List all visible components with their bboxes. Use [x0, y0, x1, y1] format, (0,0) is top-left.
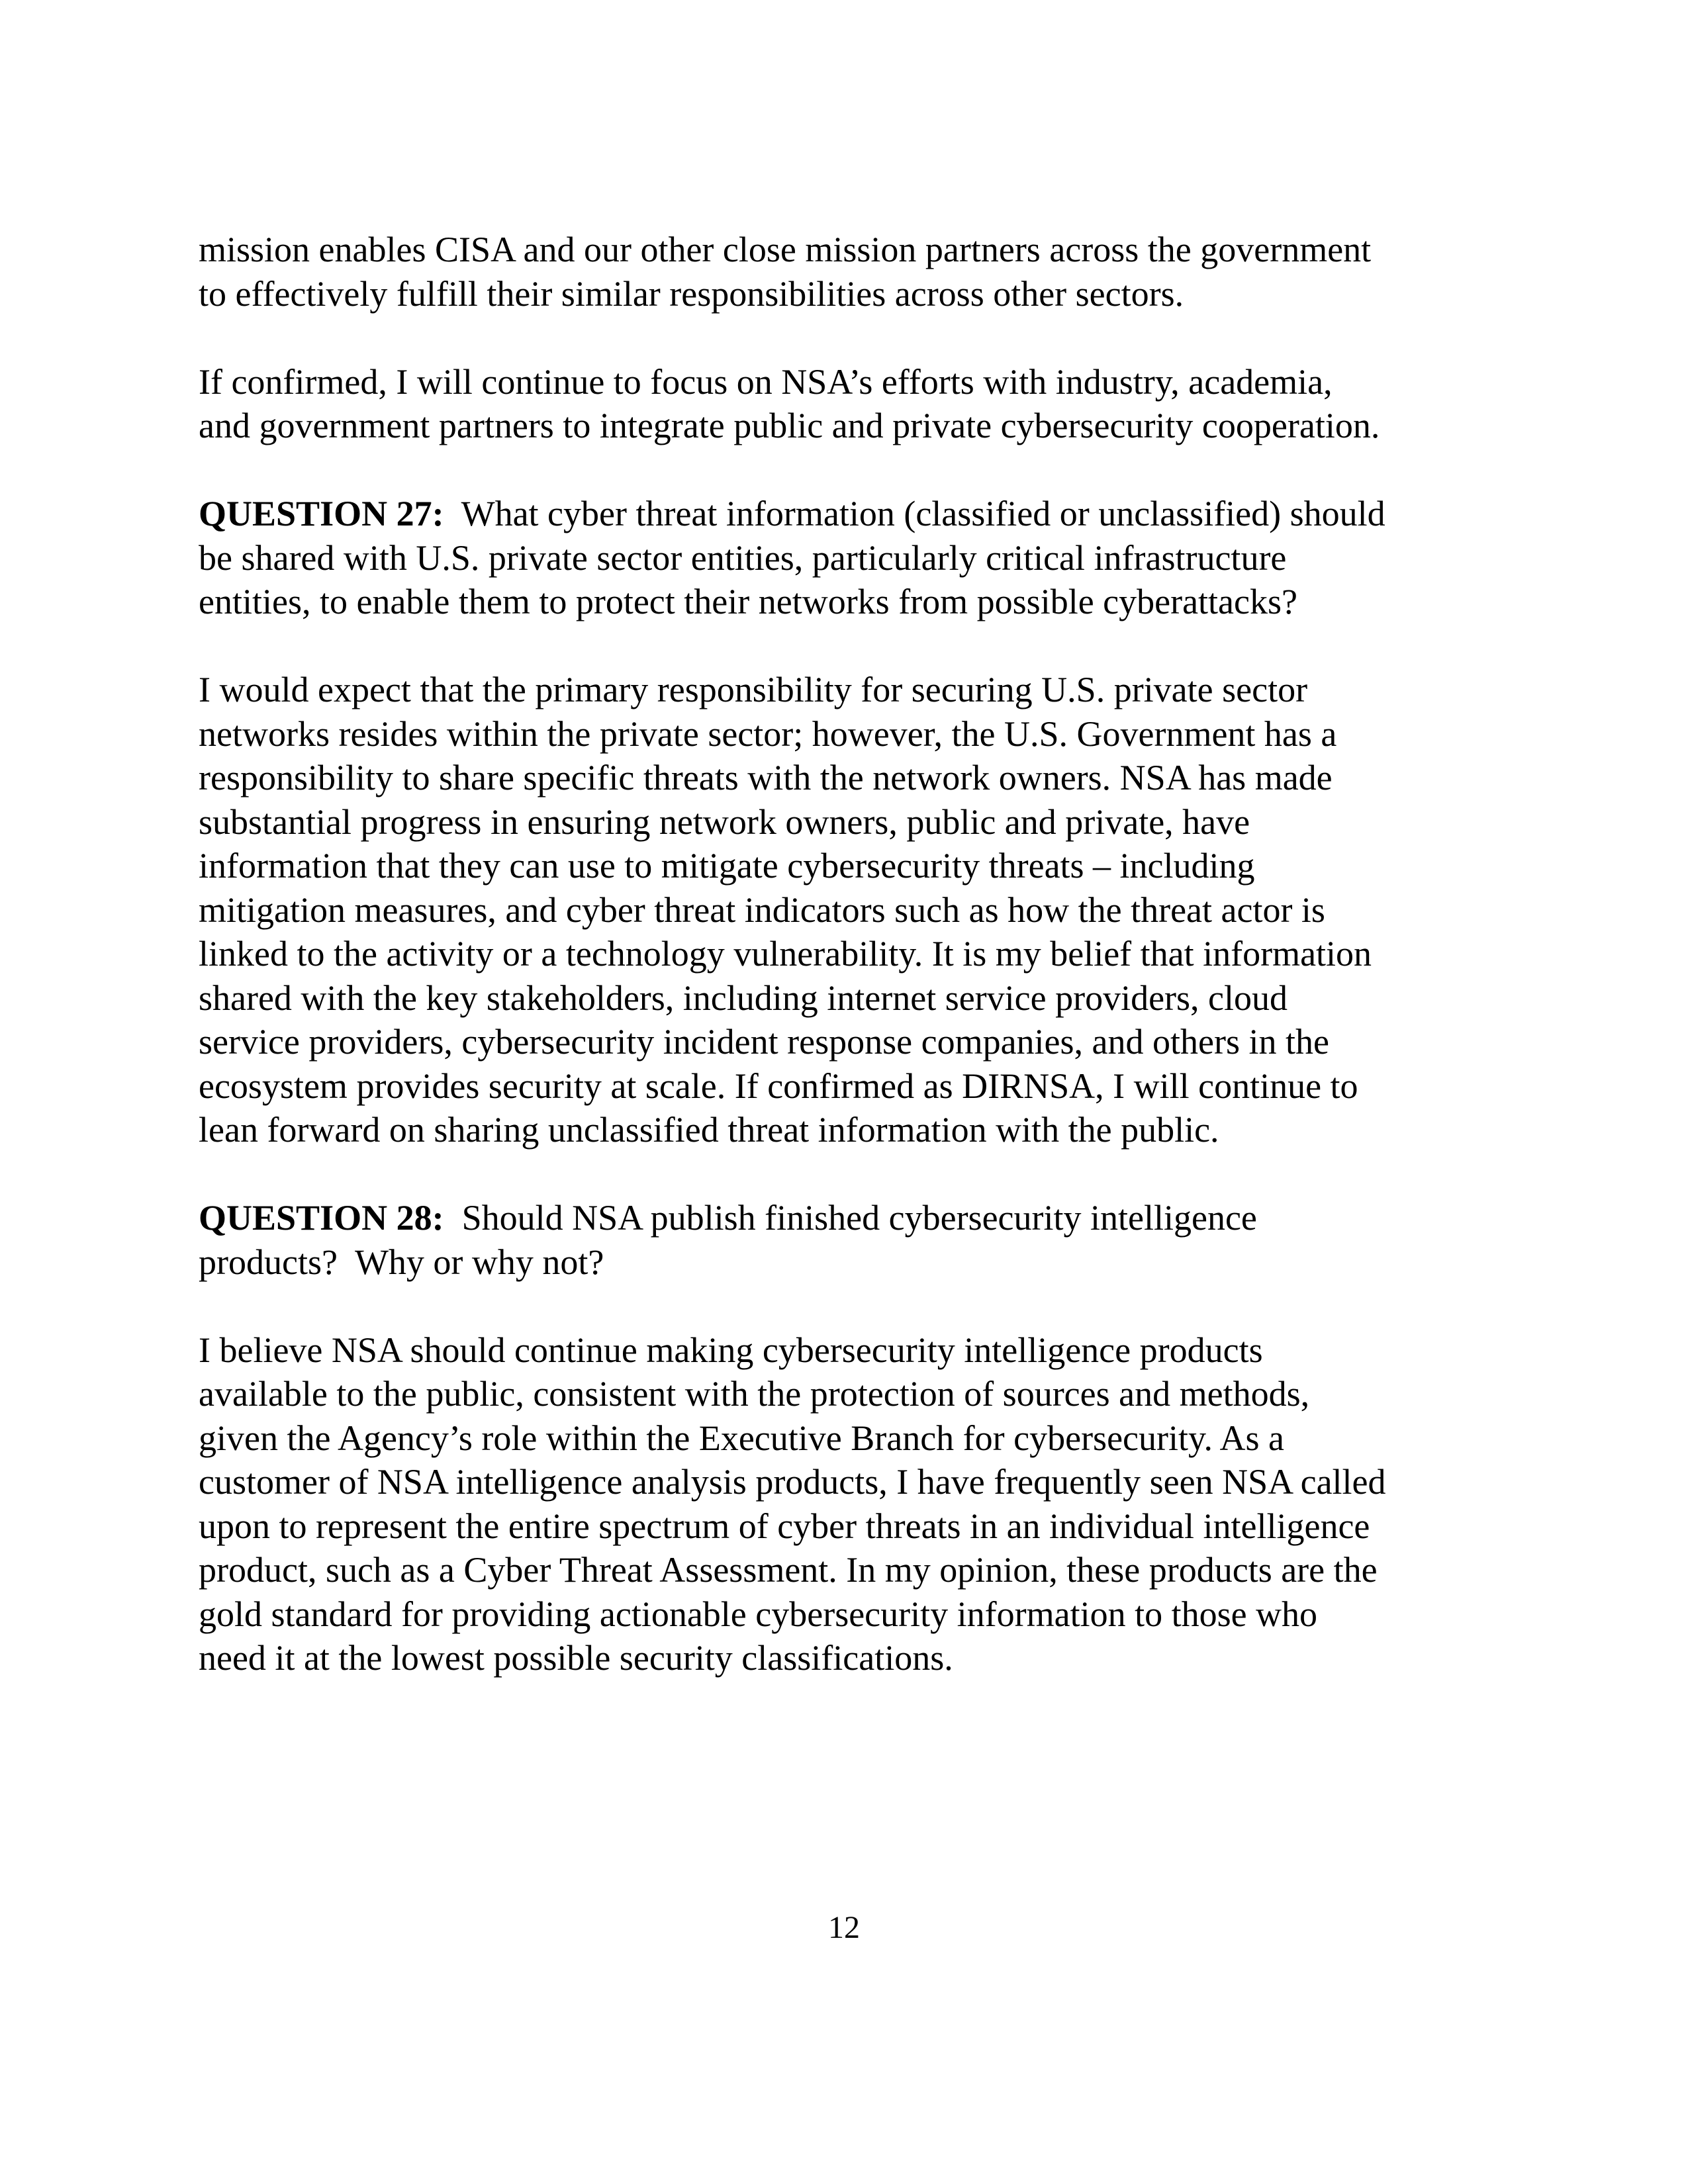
question-text: Should NSA publish finished cybersecurity intelligence: [461, 1198, 1257, 1238]
text-line: be shared with U.S. private sector entities, particularly critical infrastructure: [199, 537, 1287, 578]
answer-paragraph-cooperation: [199, 360, 1509, 448]
question-text: What cyber threat information (classified or unclassified) should: [461, 494, 1385, 533]
text-line: If confirmed, I will continue to focus on NSA’s efforts with industry, academia,: [199, 361, 1333, 402]
text-line: substantial progress in ensuring network owners, public and private, have: [199, 801, 1250, 842]
text-line: mission enables CISA and our other close mission partners across the government: [199, 230, 1372, 269]
text-line: lean forward on sharing unclassified threat information with the public.: [199, 1110, 1219, 1150]
text-line: [199, 492, 1509, 536]
text-line: product, such as a Cyber Threat Assessment. In my opinion, these products are the: [199, 1550, 1378, 1590]
question-28: [199, 1196, 1509, 1284]
text-line: shared with the key stakeholders, including internet service providers, cloud: [199, 978, 1288, 1018]
text-line: networks resides within the private sector; however, the U.S. Government has a: [199, 713, 1337, 754]
text-line: information that they can use to mitigate cybersecurity threats – including: [199, 846, 1255, 886]
text-line: products? Why or why not?: [199, 1242, 604, 1282]
text-line: service providers, cybersecurity incident response companies, and others in the: [199, 1022, 1329, 1062]
question-label: QUESTION 27:: [199, 494, 444, 533]
text-line: mitigation measures, and cyber threat indicators such as how the threat actor is: [199, 889, 1325, 930]
text-line: [199, 1196, 1509, 1240]
answer-28: [199, 1328, 1509, 1680]
text-line: responsibility to share specific threats with the network owners. NSA has made: [199, 758, 1333, 797]
text-line: linked to the activity or a technology vulnerability. It is my belief that information: [199, 934, 1372, 974]
answer-paragraph-continuation: [199, 228, 1509, 316]
text-line: available to the public, consistent with the protection of sources and methods,: [199, 1374, 1310, 1414]
document-body: [199, 228, 1509, 1724]
text-line: and government partners to integrate public and private cybersecurity cooperation.: [199, 406, 1380, 445]
question-label: QUESTION 28:: [199, 1198, 444, 1238]
text-line: gold standard for providing actionable cybersecurity information to those who: [199, 1594, 1318, 1634]
text-line: given the Agency’s role within the Executive Branch for cybersecurity. As a: [199, 1418, 1284, 1458]
page-number: 12: [828, 1910, 860, 1945]
text-line: to effectively fulfill their similar responsibilities across other sectors.: [199, 273, 1184, 314]
text-line: ecosystem provides security at scale. If confirmed as DIRNSA, I will continue to: [199, 1066, 1358, 1106]
text-line: customer of NSA intelligence analysis products, I have frequently seen NSA called: [199, 1462, 1386, 1502]
text-line: need it at the lowest possible security classifications.: [199, 1638, 953, 1678]
question-27: [199, 492, 1509, 624]
answer-27: [199, 668, 1509, 1152]
text-line: upon to represent the entire spectrum of cyber threats in an individual intelligence: [199, 1506, 1370, 1546]
text-line: entities, to enable them to protect their networks from possible cyberattacks?: [199, 582, 1297, 621]
text-line: I believe NSA should continue making cybersecurity intelligence products: [199, 1330, 1263, 1370]
text-line: I would expect that the primary responsibility for securing U.S. private sector: [199, 670, 1308, 709]
